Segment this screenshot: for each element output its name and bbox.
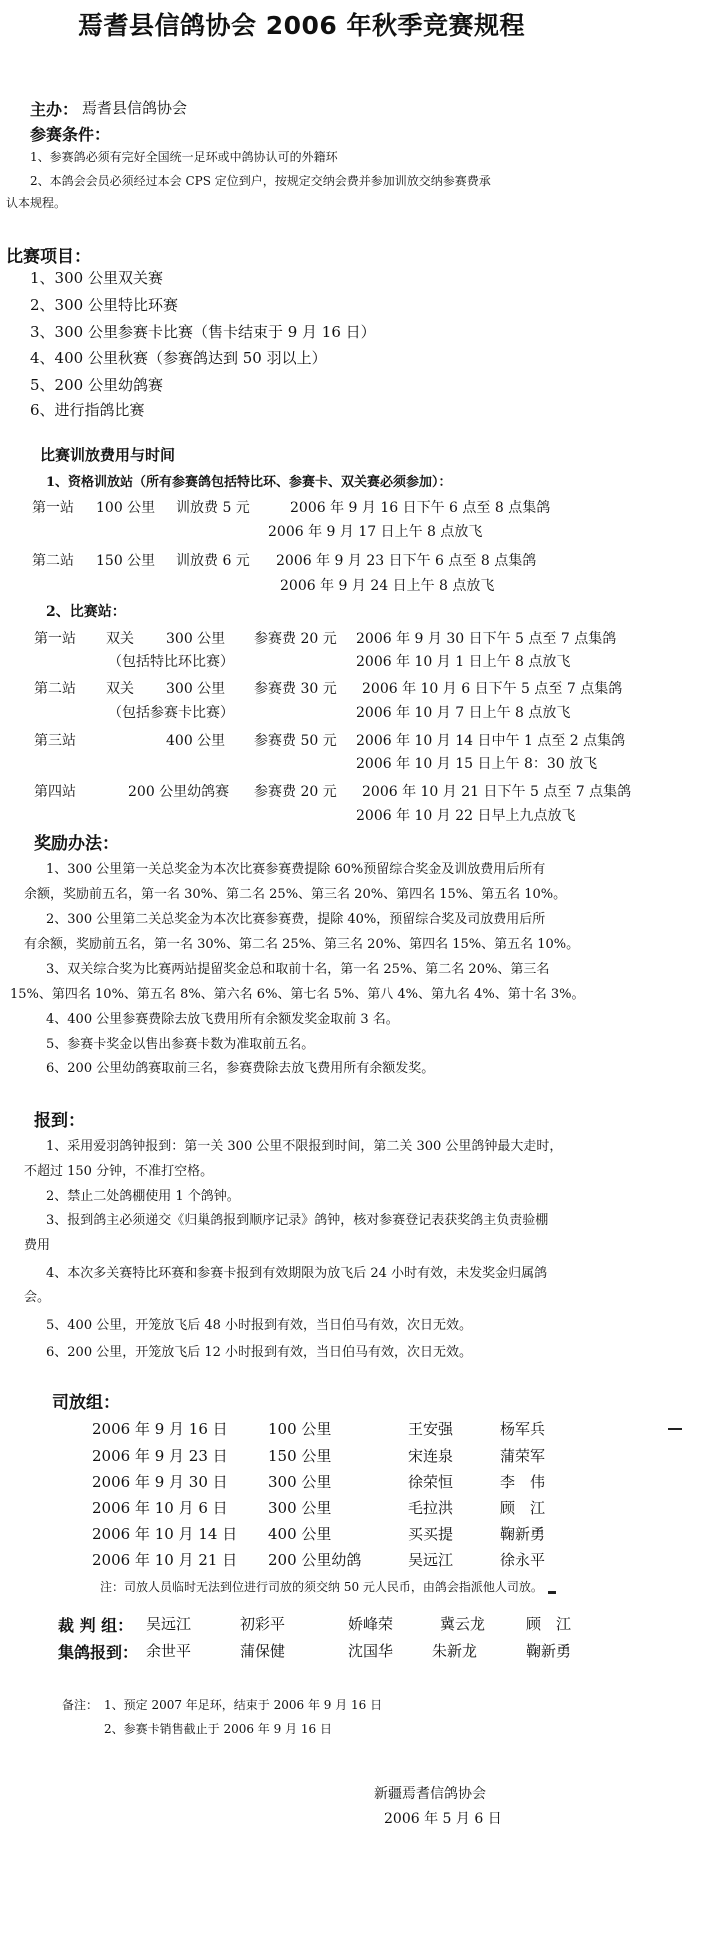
training-release: 2006 年 9 月 24 日上午 8 点放飞 — [280, 578, 495, 594]
race-collect: 2006 年 10 月 14 日中午 1 点至 2 点集鸽 — [356, 733, 626, 749]
training-collect: 2006 年 9 月 16 日下午 6 点至 8 点集鸽 — [290, 500, 551, 516]
remarks-label: 备注： — [62, 1698, 99, 1712]
reward-line: 有余额，奖励前五名，第一名 30%、第二名 25%、第三名 20%、第四名 15%、第五名 10%。 — [24, 937, 580, 952]
race-collect: 2006 年 10 月 6 日下午 5 点至 7 点集鸽 — [362, 681, 623, 697]
reward-line: 余额，奖励前五名，第一名 30%、第二名 25%、第三名 20%、第四名 15%、第五名 10%。 — [24, 887, 567, 902]
condition-item: 认本规程。 — [6, 196, 67, 210]
race-release: 2006 年 10 月 7 日上午 8 点放飞 — [356, 705, 571, 721]
release-person-a: 王安强 — [408, 1420, 454, 1438]
signature-org: 新疆焉耆信鸽协会 — [374, 1786, 486, 1802]
race-station: 第二站 — [34, 681, 76, 697]
referee-name: 顾 江 — [526, 1615, 572, 1633]
report-line: 1、采用爱羽鸽钟报到：第一关 300 公里不限报到时间，第二关 300 公里鸽钟最大走时， — [46, 1139, 563, 1154]
training-station: 第二站 — [32, 553, 74, 569]
race-distance: 200 公里幼鸽赛 — [128, 784, 230, 800]
race-type: 双关 — [106, 631, 134, 647]
report-line: 会。 — [24, 1290, 51, 1305]
release-person-b: 李 伟 — [500, 1473, 546, 1491]
race-distance: 300 公里 — [166, 681, 226, 697]
report-heading: 报到： — [34, 1111, 85, 1131]
training-distance: 150 公里 — [96, 553, 156, 569]
report-line: 费用 — [24, 1238, 51, 1253]
report-line: 5、400 公里，开笼放飞后 48 小时报到有效，当日伯马有效，次日无效。 — [46, 1318, 473, 1333]
scan-mark — [548, 1591, 556, 1594]
release-date: 2006 年 10 月 14 日 — [92, 1525, 238, 1543]
events-heading: 比赛项目： — [6, 247, 91, 267]
scan-mark — [668, 1428, 682, 1430]
release-person-a: 买买提 — [408, 1525, 454, 1543]
reward-line: 4、400 公里参赛费除去放飞费用所有余额发奖金取前 3 名。 — [46, 1012, 399, 1027]
event-item: 5、200 公里幼鸽赛 — [30, 376, 163, 394]
release-person-a: 吴远江 — [408, 1551, 454, 1569]
release-date: 2006 年 10 月 21 日 — [92, 1551, 238, 1569]
report-line: 4、本次多关赛特比环赛和参赛卡报到有效期限为放飞后 24 小时有效，未发奖金归属鸽 — [46, 1266, 548, 1281]
race-type: 双关 — [106, 681, 134, 697]
training-distance: 100 公里 — [96, 500, 156, 516]
condition-item: 1、参赛鸽必须有完好全国统一足环或中鸽协认可的外籍环 — [30, 150, 338, 164]
release-person-b: 徐永平 — [500, 1551, 546, 1569]
schedule-heading: 比赛训放费用与时间 — [40, 446, 176, 464]
collector-name: 余世平 — [146, 1642, 192, 1660]
collector-name: 鞠新勇 — [526, 1642, 572, 1660]
release-person-b: 蒲荣军 — [500, 1447, 546, 1465]
race-release: 2006 年 10 月 1 日上午 8 点放飞 — [356, 654, 571, 670]
release-person-b: 杨军兵 — [500, 1420, 546, 1438]
race-fee: 参赛费 50 元 — [254, 733, 337, 749]
reward-line: 2、300 公里第二关总奖金为本次比赛参赛费，提除 40%，预留综合奖及司放费用后所 — [46, 912, 546, 927]
conditions-heading: 参赛条件： — [30, 125, 111, 144]
signature-date: 2006 年 5 月 6 日 — [384, 1811, 502, 1827]
organizer-name: 焉耆县信鸽协会 — [82, 99, 188, 117]
release-distance: 100 公里 — [268, 1420, 332, 1438]
race-station: 第三站 — [34, 733, 76, 749]
remark-item: 1、预定 2007 年足环，结束于 2006 年 9 月 16 日 — [104, 1698, 383, 1712]
reward-line: 1、300 公里第一关总奖金为本次比赛参赛费提除 60%预留综合奖金及训放费用后所有 — [46, 862, 546, 877]
reward-line: 15%、第四名 10%、第五名 8%、第六名 6%、第七名 5%、第八 4%、第九名 4%、第十名 3%。 — [10, 987, 585, 1002]
collectors-label: 集鸽报到： — [58, 1643, 139, 1662]
release-person-a: 宋连泉 — [408, 1447, 454, 1465]
referee-name: 吴远江 — [146, 1615, 192, 1633]
training-station: 第一站 — [32, 500, 74, 516]
race-heading: 2、比赛站： — [46, 604, 126, 620]
training-fee: 训放费 5 元 — [176, 500, 250, 516]
reward-line: 3、双关综合奖为比赛两站提留奖金总和取前十名，第一名 25%、第二名 20%、第三名 — [46, 962, 550, 977]
release-note: 注：司放人员临时无法到位进行司放的须交纳 50 元人民币，由鸽会指派他人司放。 — [100, 1580, 543, 1594]
referee-name: 冀云龙 — [440, 1615, 486, 1633]
report-line: 不超过 150 分钟，不准打空格。 — [24, 1164, 214, 1179]
release-date: 2006 年 9 月 16 日 — [92, 1420, 228, 1438]
event-item: 3、300 公里参赛卡比赛（售卡结束于 9 月 16 日） — [30, 323, 376, 341]
release-person-a: 毛拉洪 — [408, 1499, 454, 1517]
event-item: 4、400 公里秋赛（参赛鸽达到 50 羽以上） — [30, 349, 327, 367]
race-collect: 2006 年 10 月 21 日下午 5 点至 7 点集鸽 — [362, 784, 632, 800]
collector-name: 蒲保健 — [240, 1642, 286, 1660]
condition-item: 2、本鸽会会员必须经过本会 CPS 定位到户，按规定交纳会费并参加训放交纳参赛费承 — [30, 174, 491, 188]
collector-name: 沈国华 — [348, 1642, 394, 1660]
training-collect: 2006 年 9 月 23 日下午 6 点至 8 点集鸽 — [276, 553, 537, 569]
report-line: 2、禁止二处鸽棚使用 1 个鸽钟。 — [46, 1189, 240, 1204]
release-date: 2006 年 9 月 30 日 — [92, 1473, 228, 1491]
race-fee: 参赛费 20 元 — [254, 784, 337, 800]
event-item: 2、300 公里特比环赛 — [30, 296, 178, 314]
release-distance: 150 公里 — [268, 1447, 332, 1465]
referee-name: 娇峰荣 — [348, 1615, 394, 1633]
race-fee: 参赛费 20 元 — [254, 631, 337, 647]
remark-item: 2、参赛卡销售截止于 2006 年 9 月 16 日 — [104, 1722, 332, 1736]
collector-name: 朱新龙 — [432, 1642, 478, 1660]
race-note: （包括参赛卡比赛） — [108, 705, 234, 721]
event-item: 6、进行指鸽比赛 — [30, 401, 145, 419]
event-item: 1、300 公里双关赛 — [30, 269, 163, 287]
race-release: 2006 年 10 月 22 日早上九点放飞 — [356, 808, 576, 824]
race-station: 第四站 — [34, 784, 76, 800]
release-distance: 400 公里 — [268, 1525, 332, 1543]
release-distance: 300 公里 — [268, 1499, 332, 1517]
release-person-b: 鞠新勇 — [500, 1525, 546, 1543]
race-station: 第一站 — [34, 631, 76, 647]
release-distance: 200 公里幼鸽 — [268, 1551, 362, 1569]
release-group-heading: 司放组： — [52, 1393, 120, 1413]
race-note: （包括特比环比赛） — [108, 654, 234, 670]
release-person-b: 顾 江 — [500, 1499, 546, 1517]
release-date: 2006 年 9 月 23 日 — [92, 1447, 228, 1465]
reward-line: 6、200 公里幼鸽赛取前三名，参赛费除去放飞费用所有余额发奖。 — [46, 1061, 435, 1076]
training-heading: 1、资格训放站（所有参赛鸽包括特比环、参赛卡、双关赛必须参加）： — [46, 475, 452, 490]
release-distance: 300 公里 — [268, 1473, 332, 1491]
release-date: 2006 年 10 月 6 日 — [92, 1499, 228, 1517]
page-title: 焉耆县信鸽协会 2006 年秋季竞赛规程 — [78, 11, 525, 40]
race-fee: 参赛费 30 元 — [254, 681, 337, 697]
race-distance: 300 公里 — [166, 631, 226, 647]
referees-label: 裁 判 组： — [58, 1616, 134, 1635]
rewards-heading: 奖励办法： — [34, 834, 119, 854]
organizer-label: 主办： — [30, 100, 79, 119]
reward-line: 5、参赛卡奖金以售出参赛卡数为准取前五名。 — [46, 1037, 315, 1052]
race-collect: 2006 年 9 月 30 日下午 5 点至 7 点集鸽 — [356, 631, 617, 647]
race-release: 2006 年 10 月 15 日上午 8：30 放飞 — [356, 756, 598, 772]
race-distance: 400 公里 — [166, 733, 226, 749]
report-line: 6、200 公里，开笼放飞后 12 小时报到有效，当日伯马有效，次日无效。 — [46, 1345, 473, 1360]
report-line: 3、报到鸽主必须递交《归巢鸽报到顺序记录》鸽钟，核对参赛登记表获奖鸽主负责验棚 — [46, 1213, 549, 1228]
training-fee: 训放费 6 元 — [176, 553, 250, 569]
referee-name: 初彩平 — [240, 1615, 286, 1633]
release-person-a: 徐荣恒 — [408, 1473, 454, 1491]
training-release: 2006 年 9 月 17 日上午 8 点放飞 — [268, 524, 483, 540]
